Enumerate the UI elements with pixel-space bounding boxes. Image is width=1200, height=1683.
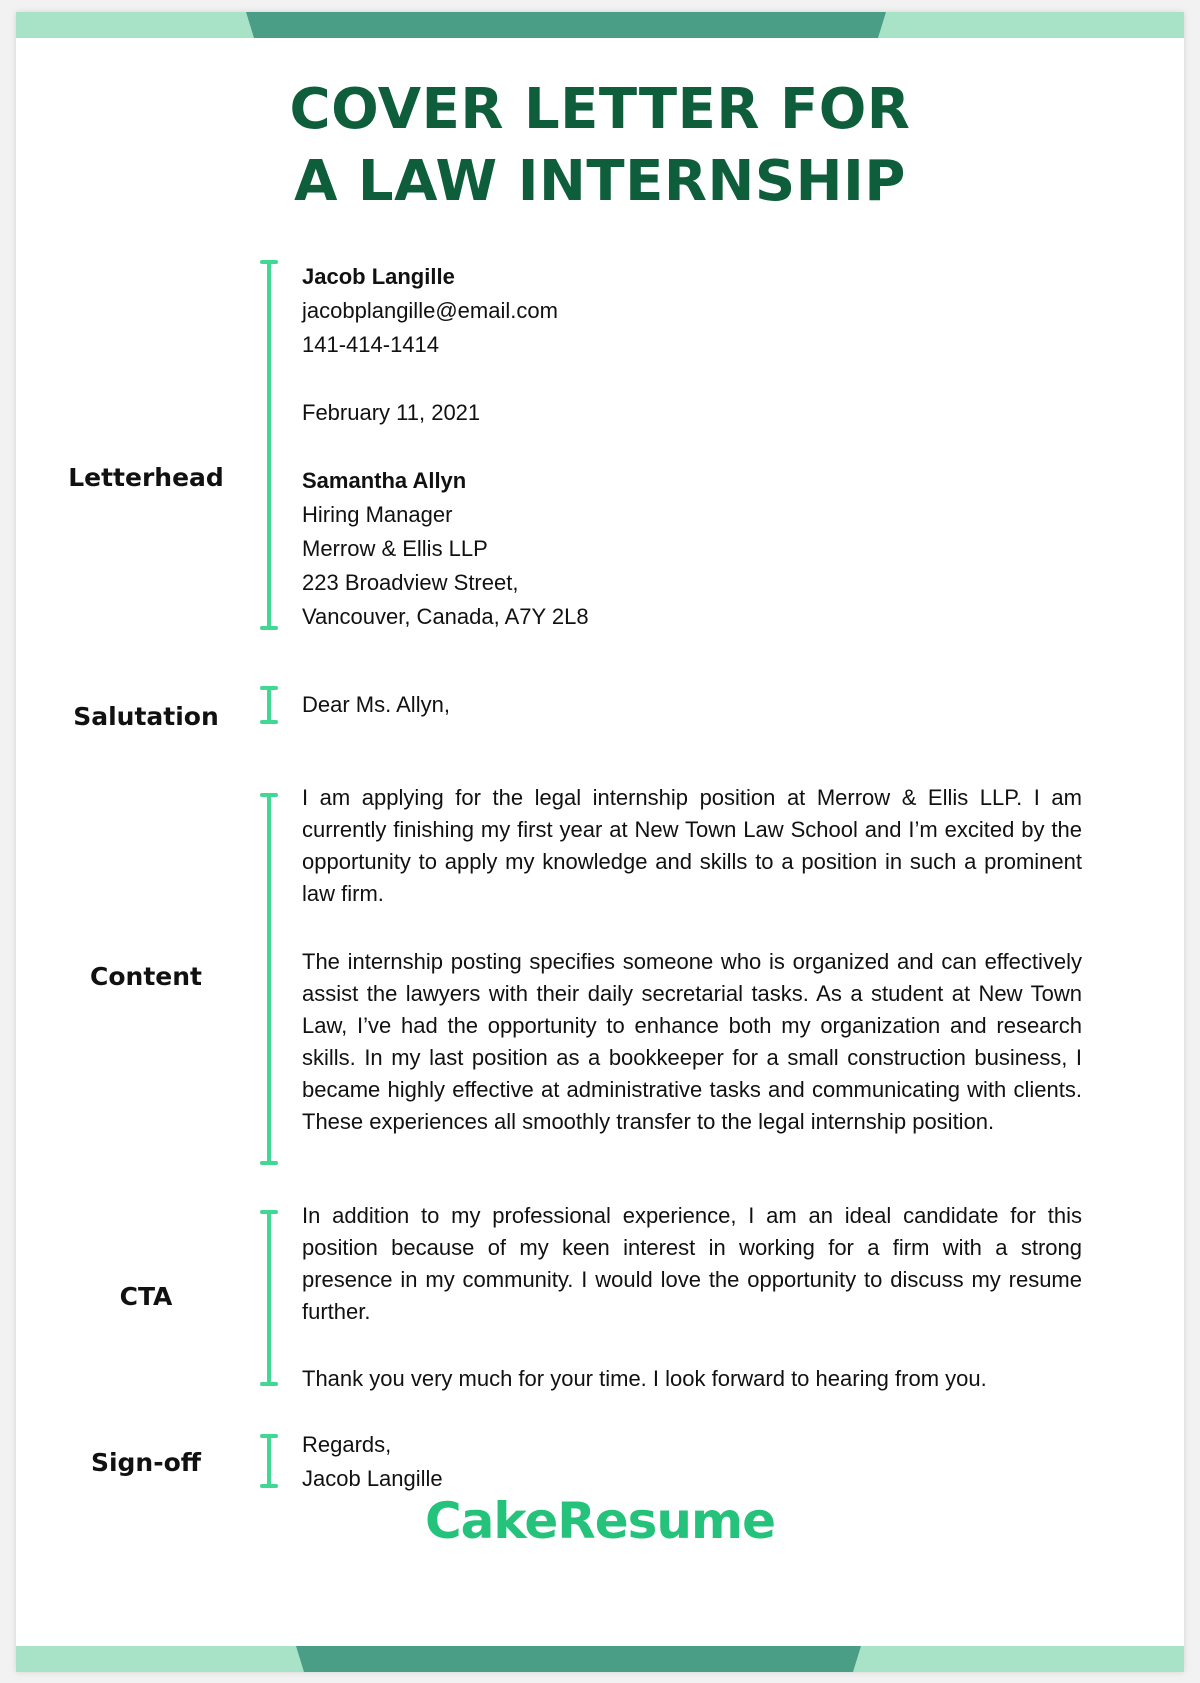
bottom-decorative-band	[16, 1646, 1184, 1672]
cta-paragraph-1: In addition to my professional experience, I am an ideal candidate for this position because of my keen interest in working for a firm with a strong presence in my community. I would love the opportunity to discuss my resume further.	[302, 1203, 1082, 1324]
letter-date: February 11, 2021	[302, 400, 481, 425]
section-label-signoff: Sign-off	[90, 1448, 202, 1477]
recipient-name: Samantha Allyn	[302, 468, 467, 493]
recipient-city: Vancouver, Canada, A7Y 2L8	[302, 604, 589, 629]
salutation-text: Dear Ms. Allyn,	[302, 692, 450, 717]
cta-paragraph-2: Thank you very much for your time. I look forward to hearing from you.	[302, 1366, 987, 1391]
signoff-name: Jacob Langille	[302, 1466, 443, 1491]
signoff-closing: Regards,	[302, 1432, 392, 1457]
sender-email: jacobplangille@email.com	[302, 298, 558, 323]
content-paragraph-2: The internship posting specifies someone who is organized and can effectively assist the lawyers with their daily secretarial tasks. As a student at New Town Law, I’ve had the opportunity to enhance both my organization and research skills. In my last position as a bookkeeper for a small construction business, I became highly effective at administrative tasks and communicating with clients. These experiences all smoothly transfer to the legal internship position.	[302, 949, 1082, 1134]
cover-letter-page	[16, 12, 1184, 1672]
salutation-bracket	[260, 686, 278, 724]
sender-name: Jacob Langille	[302, 264, 455, 289]
content-bracket	[260, 793, 278, 1165]
section-label-content: Content	[90, 962, 202, 991]
content-paragraph-1: I am applying for the legal internship position at Merrow & Ellis LLP. I am currently finishing my first year at New Town Law School and I’m excited by the opportunity to apply my knowledge and skills to a position in such a prominent law firm.	[302, 785, 1082, 906]
page-title	[16, 74, 1184, 218]
title-line-2: A LAW INTERNSHIP	[294, 149, 906, 214]
section-label-letterhead: Letterhead	[68, 463, 224, 492]
cta-bracket	[260, 1210, 278, 1386]
title-line-1: COVER LETTER FOR	[289, 77, 911, 142]
recipient-street: 223 Broadview Street,	[302, 570, 519, 595]
salutation-block	[302, 688, 1082, 722]
letterhead-bracket	[260, 260, 278, 630]
recipient-role: Hiring Manager	[302, 502, 453, 527]
top-decorative-band	[16, 12, 1184, 38]
section-label-salutation: Salutation	[73, 702, 219, 731]
section-label-cta: CTA	[119, 1282, 173, 1311]
cakeresume-logo: CakeResume	[424, 1492, 776, 1550]
signoff-bracket	[260, 1434, 278, 1488]
recipient-company: Merrow & Ellis LLP	[302, 536, 488, 561]
sender-phone: 141-414-1414	[302, 332, 440, 357]
letterhead-block	[302, 260, 1082, 634]
signoff-block	[302, 1428, 1082, 1496]
